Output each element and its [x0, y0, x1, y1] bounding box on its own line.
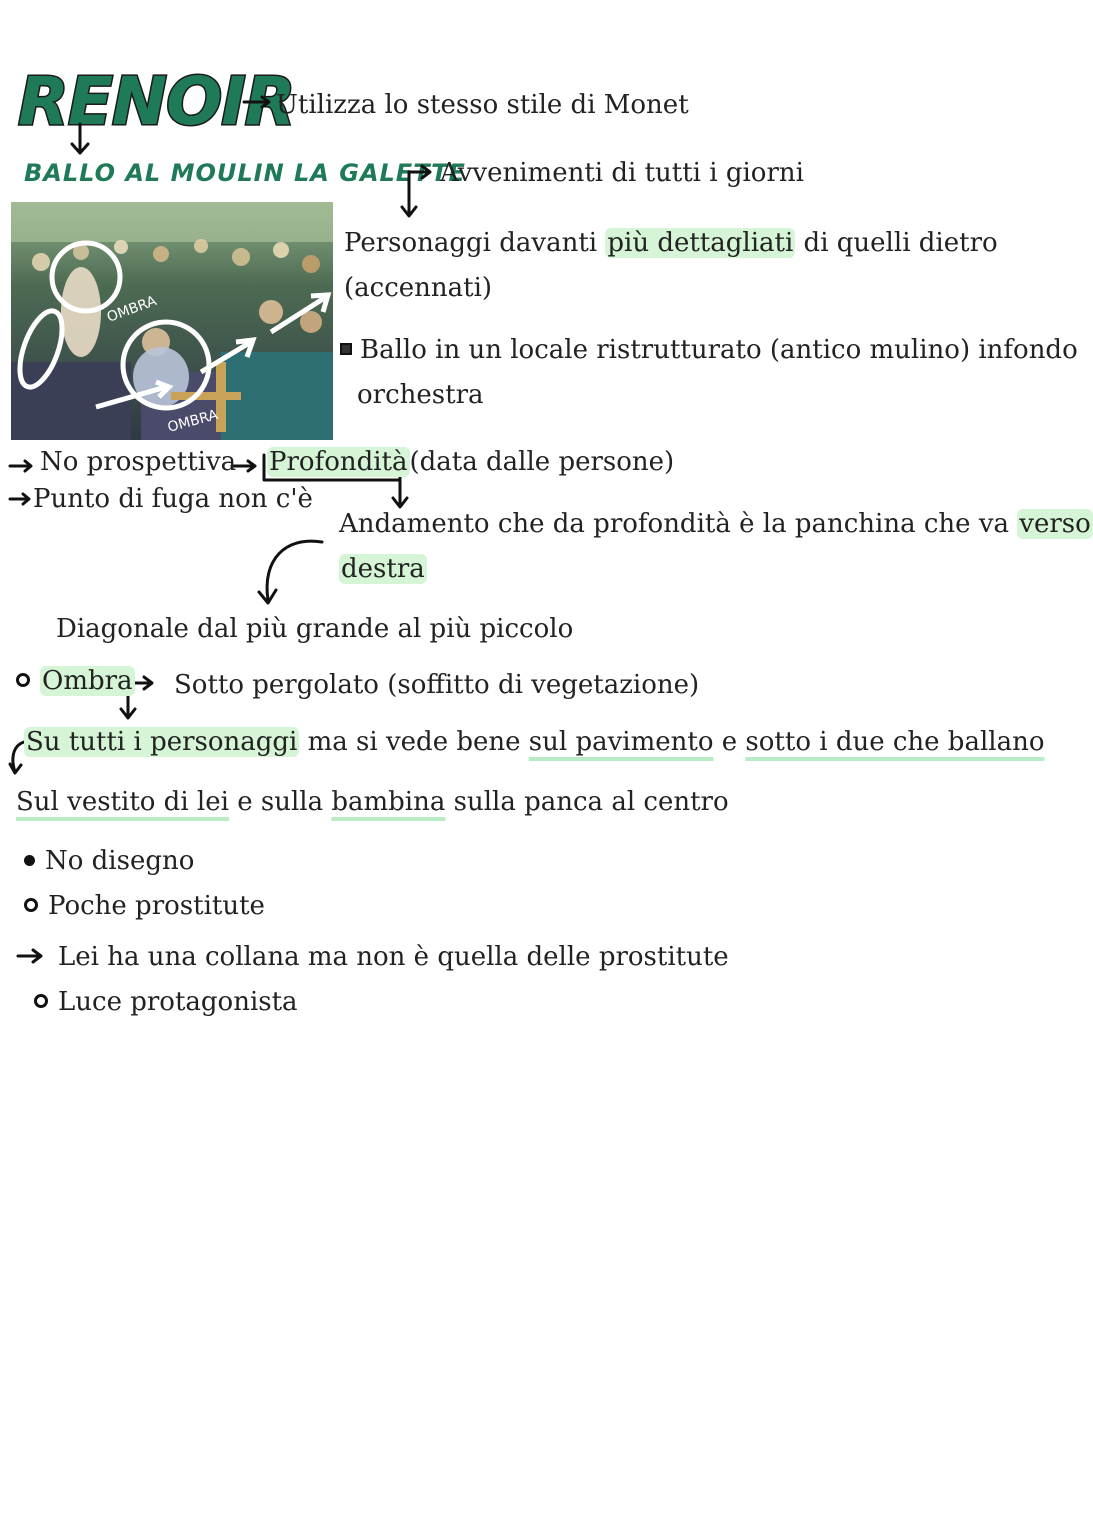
note-shadow-where-mid: ma si vede bene — [299, 727, 529, 757]
title-note: Utilizza lo stesso stile di Monet — [276, 90, 689, 120]
ring-bullet-icon — [16, 673, 30, 687]
note-ballo-line2: orchestra — [357, 380, 484, 410]
note-trend-highlight: verso — [1019, 509, 1091, 539]
everyday-note: Avvenimenti di tutti i giorni — [440, 158, 804, 188]
note-no-perspective: No prospettiva — [40, 447, 237, 477]
square-bullet-icon — [340, 343, 352, 355]
note-few-prostitutes — [24, 889, 265, 923]
note-depth — [267, 445, 674, 479]
note-light — [34, 985, 298, 1019]
note-characters-highlight: più dettagliati — [607, 228, 794, 258]
shadow-label-top: OMBRA — [104, 293, 159, 326]
note-dress-mid: e sulla — [228, 787, 332, 817]
note-dress-post: sulla panca al centro — [445, 787, 729, 817]
note-characters-pre: Personaggi davanti — [344, 228, 606, 258]
note-trend — [339, 507, 1093, 541]
note-depth-highlight: Profondità — [269, 447, 408, 477]
ring-bullet-icon — [34, 994, 48, 1008]
dot-bullet-icon — [24, 855, 35, 866]
shadow-label-bottom: OMBRA — [165, 407, 220, 436]
note-shadow — [16, 664, 135, 698]
note-shadow-highlight: Ombra — [42, 666, 133, 696]
note-characters-line2: (accennati) — [344, 273, 493, 303]
note-no-drawing — [24, 844, 194, 878]
note-ballo-line1: Ballo in un locale ristrutturato (antico mulino) infondo — [360, 335, 1078, 365]
page-title: RENOIR — [18, 63, 295, 140]
note-ballo — [340, 333, 1078, 367]
note-depth-post: (data dalle persone) — [409, 447, 675, 477]
note-light-text: Luce protagonista — [58, 987, 298, 1017]
note-trend-line2-highlight: destra — [341, 554, 425, 584]
painting-title: BALLO AL MOULIN LA GALETTE — [24, 159, 466, 187]
note-shadow-where-and: e — [713, 727, 746, 757]
ring-bullet-icon — [24, 898, 38, 912]
note-shadow-where-highlight: Su tutti i personaggi — [26, 727, 298, 757]
note-shadow-where — [24, 725, 1045, 759]
note-dress-underlined: Sul vestito di lei — [16, 787, 229, 817]
note-few-prostitutes-text: Poche prostitute — [48, 891, 265, 921]
note-characters-post: di quelli dietro — [795, 228, 998, 258]
note-pergola: Sotto pergolato (soffitto di vegetazione) — [174, 670, 700, 700]
note-vanishing-point: Punto di fuga non c'è — [33, 484, 313, 514]
note-no-drawing-text: No disegno — [45, 846, 195, 876]
note-trend-pre: Andamento che da profondità è la panchina che va — [339, 509, 1018, 539]
note-shadow-where-dancers: sotto i due che ballano — [745, 727, 1045, 757]
note-trend-line2 — [339, 552, 427, 586]
note-characters — [344, 226, 998, 260]
note-dress — [16, 785, 729, 819]
note-shadow-where-floor: sul pavimento — [528, 727, 714, 757]
note-necklace: Lei ha una collana ma non è quella delle prostitute — [58, 942, 729, 972]
note-dress-child: bambina — [331, 787, 446, 817]
note-diagonal: Diagonale dal più grande al più piccolo — [56, 614, 574, 644]
